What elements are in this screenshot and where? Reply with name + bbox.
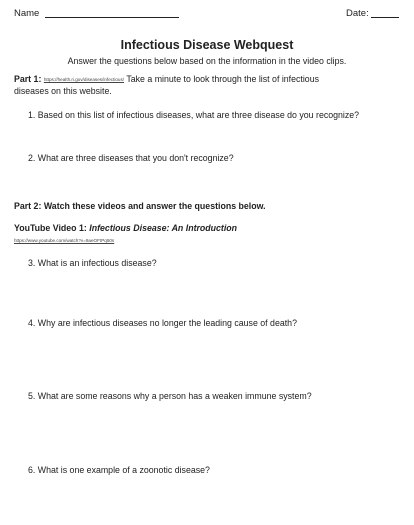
part1-text-line2: diseases on this website. (14, 86, 112, 96)
part1-intro (14, 74, 319, 84)
date-label: Date: (346, 8, 369, 19)
date-blank-line[interactable] (371, 17, 399, 18)
video-link[interactable]: https://www.youtube.com/watch?v=9aeOFtPq50s (14, 238, 115, 243)
part1-label: Part 1: (14, 74, 42, 84)
name-label: Name (14, 8, 40, 19)
page-title: Infectious Disease Webquest (120, 38, 294, 52)
name-blank-line[interactable] (45, 17, 179, 18)
video-heading (14, 223, 237, 233)
part1-text-line1: Take a minute to look through the list of infectious (126, 74, 319, 84)
question-5: 5. What are some reasons why a person has a weaken immune system? (28, 391, 312, 401)
question-2: 2. What are three diseases that you don't recognize? (28, 153, 234, 163)
question-1: 1. Based on this list of infectious diseases, what are three disease do you recognize? (28, 110, 360, 120)
name-field[interactable] (14, 8, 179, 19)
video-label: YouTube Video 1: (14, 223, 87, 233)
date-field[interactable] (346, 8, 399, 19)
instructions: Answer the questions below based on the information in the video clips. (67, 56, 347, 66)
video-title: Infectious Disease: An Introduction (89, 223, 238, 233)
question-4: 4. Why are infectious diseases no longer the leading cause of death? (28, 318, 297, 328)
part2-heading: Part 2: Watch these videos and answer the questions below. (14, 201, 266, 211)
part1-link[interactable]: https://health.ri.gov/diseases/infectious/ (43, 77, 125, 82)
question-3: 3. What is an infectious disease? (28, 258, 157, 268)
question-6: 6. What is one example of a zoonotic disease? (28, 465, 210, 475)
